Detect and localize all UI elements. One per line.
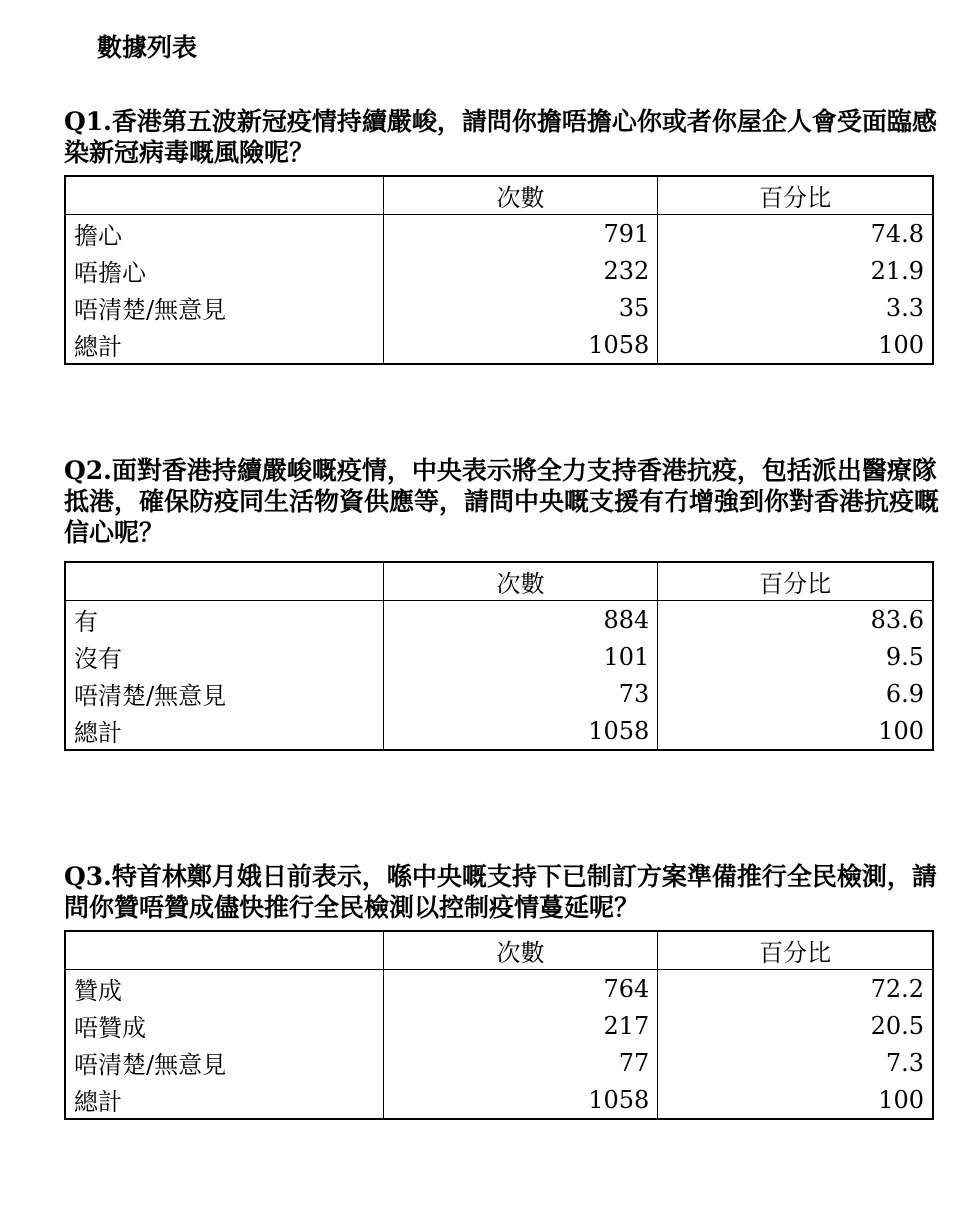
row-percent: 74.8 <box>658 215 933 253</box>
header-count: 次數 <box>383 931 658 970</box>
row-count: 791 <box>383 215 658 253</box>
row-label: 唔清楚/無意見 <box>65 289 383 326</box>
question-2-text: Q2.面對香港持續嚴峻嘅疫情，中央表示將全力支持香港抗疫，包括派出醫療隊抵港，確保防疫同生活物資供應等，請問中央嘅支援有冇增強到你對香港抗疫嘅信心呢？ <box>64 456 940 547</box>
header-blank-cell <box>65 931 383 970</box>
row-label: 唔贊成 <box>65 1007 383 1044</box>
row-count: 101 <box>383 638 658 675</box>
table-header-row <box>65 176 933 215</box>
header-percent: 百分比 <box>658 931 933 970</box>
table-header-row <box>65 931 933 970</box>
row-count: 1058 <box>383 326 658 364</box>
row-count: 217 <box>383 1007 658 1044</box>
row-count: 764 <box>383 970 658 1008</box>
header-percent: 百分比 <box>658 562 933 601</box>
table-header-row <box>65 562 933 601</box>
header-count: 次數 <box>383 176 658 215</box>
row-percent: 100 <box>658 326 933 364</box>
row-percent: 20.5 <box>658 1007 933 1044</box>
row-percent: 72.2 <box>658 970 933 1008</box>
row-count: 232 <box>383 252 658 289</box>
row-label: 沒有 <box>65 638 383 675</box>
row-count: 77 <box>383 1044 658 1081</box>
table-row-total <box>65 326 933 364</box>
table-row <box>65 970 933 1008</box>
row-percent: 9.5 <box>658 638 933 675</box>
table-row <box>65 215 933 253</box>
table-row <box>65 675 933 712</box>
row-label: 贊成 <box>65 970 383 1008</box>
row-percent: 83.6 <box>658 601 933 639</box>
header-percent: 百分比 <box>658 176 933 215</box>
row-count: 35 <box>383 289 658 326</box>
table-row-total <box>65 1081 933 1119</box>
table-row <box>65 289 933 326</box>
header-blank-cell <box>65 562 383 601</box>
question-3-text: Q3.特首林鄭月娥日前表示，喺中央嘅支持下已制訂方案準備推行全民檢測，請問你贊唔贊成儘快推行全民檢測以控制疫情蔓延呢？ <box>64 862 937 922</box>
row-percent: 100 <box>658 712 933 750</box>
row-percent: 7.3 <box>658 1044 933 1081</box>
row-label: 唔擔心 <box>65 252 383 289</box>
row-count: 1058 <box>383 1081 658 1119</box>
row-percent: 100 <box>658 1081 933 1119</box>
page-title: 數據列表 <box>97 33 198 62</box>
header-count: 次數 <box>383 562 658 601</box>
table-row <box>65 638 933 675</box>
table-row <box>65 1044 933 1081</box>
question-1-table <box>64 175 934 365</box>
row-percent: 6.9 <box>658 675 933 712</box>
header-blank-cell <box>65 176 383 215</box>
question-3-table <box>64 930 934 1120</box>
row-label: 總計 <box>65 1081 383 1119</box>
row-label: 有 <box>65 601 383 639</box>
table-row <box>65 252 933 289</box>
row-percent: 3.3 <box>658 289 933 326</box>
row-count: 73 <box>383 675 658 712</box>
table-row <box>65 1007 933 1044</box>
row-count: 1058 <box>383 712 658 750</box>
table-row-total <box>65 712 933 750</box>
question-2-table <box>64 561 934 751</box>
row-count: 884 <box>383 601 658 639</box>
row-label: 總計 <box>65 712 383 750</box>
row-label: 唔清楚/無意見 <box>65 1044 383 1081</box>
row-percent: 21.9 <box>658 252 933 289</box>
row-label: 唔清楚/無意見 <box>65 675 383 712</box>
row-label: 總計 <box>65 326 383 364</box>
row-label: 擔心 <box>65 215 383 253</box>
table-row <box>65 601 933 639</box>
question-1-text: Q1.香港第五波新冠疫情持續嚴峻，請問你擔唔擔心你或者你屋企人會受面臨感染新冠病毒嘅風險呢？ <box>64 107 937 167</box>
